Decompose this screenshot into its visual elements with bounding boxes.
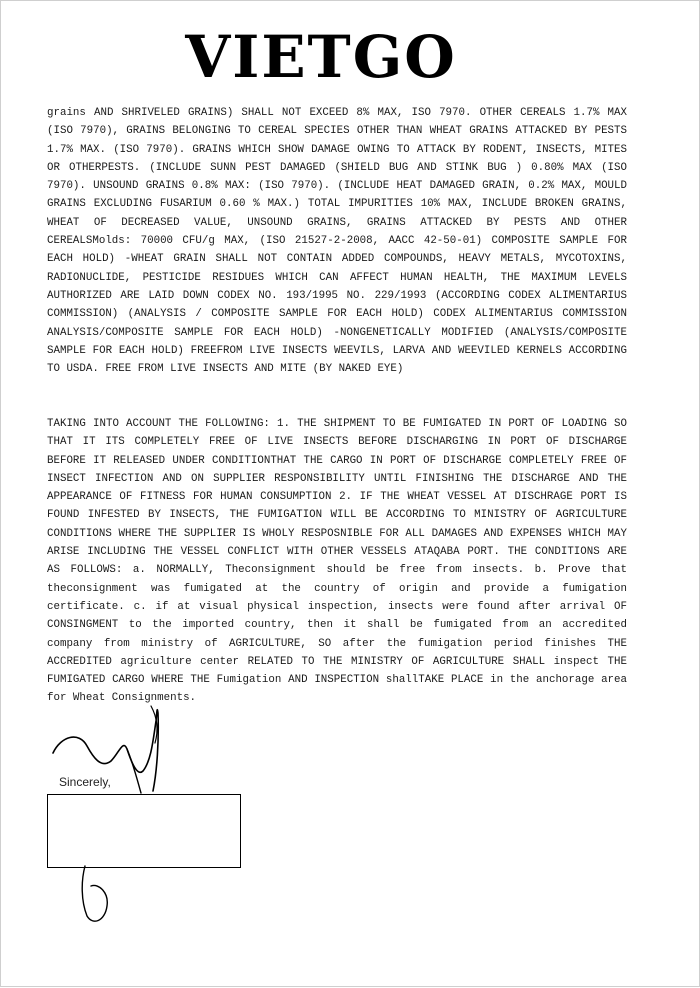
letter-paragraph-fumigation-conditions: TAKING INTO ACCOUNT THE FOLLOWING: 1. THE SHIPMENT TO BE FUMIGATED IN PORT OF LOADING SO THAT IT ITS COMPLETELY FREE OF LIVE INSECTS BEFORE DISCHARGING IN PORT OF DISCHARGE BEFORE IT RELEASED UNDER CONDITIONTHAT THE CARGO IN PORT OF DISCHARGE COMPLETELY FREE OF INSECT INFECTION AND ON SUPPLIER RESPONSIBILITY UNTIL FINISHING THE DISCHARGE AND THE APPEARANCE OF FITNESS FOR HUMAN CONSUMPTION 2. IF THE WHEAT VESSEL AT DISCHRAGE PORT IS FOUND INFESTED BY INSECTS, THE FUMIGATION WILL BE ACCORDING TO MINISTRY OF AGRICULTURE CONDITIONS WHERE THE SUPPLIER IS WHOLY RESPOSNIBLE FOR ALL DAMAGES AND EXPENSES WHICH MAY ARISE INCLUDING THE VESSEL CONFLICT WITH OTHER VESSELS ATAQABA PORT. THE CONDITIONS ARE AS FOLLOWS: a. NORMALLY, Theconsignment should be free from insects. b. Prove that theconsignment was fumigated at the country of origin and provide a fumigation certificate. c. if at visual physical inspection, insects were found after arrival OF CONSINGMENT to the imported country, then it shall be fumigated from an accredited company from ministry of AGRICULTURE, SO after the fumigation period finishes THE ACCREDITED agriculture center RELATED TO THE MINISTRY OF AGRICULTURE SHALL inspect THE FUMIGATED CARGO WHERE THE Fumigation AND INSPECTION shallTAKE PLACE in the anchorage area for Wheat Consignments.	[47, 418, 627, 705]
letter-paragraph-specifications: grains AND SHRIVELED GRAINS) SHALL NOT EXCEED 8% MAX, ISO 7970. OTHER CEREALS 1.7% MAX (ISO 7970), GRAINS BELONGING TO CEREAL SPECIES OTHER THAN WHEAT GRAINS ATTACKED BY PESTS 1.7% MAX. (ISO 7970). GRAINS WHICH SHOW DAMAGE OWING TO ATTACK BY RODENT, INSECTS, MITES OR OTHERPESTS. (INCLUDE SUNN PEST DAMAGED (SHIELD BUG AND STINK BUG ) 0.80% MAX (ISO 7970). UNSOUND GRAINS 0.8% MAX: (ISO 7970). (INCLUDE HEAT DAMAGED GRAIN, 0.2% MAX, MOULD GRAINS EXCLUDING FUSARIUM 0.60 % MAX.) TOTAL IMPURITIES 10% MAX, INCLUDE BROKEN GRAINS, WHEAT OF DECREASED VALUE, UNSOUND GRAINS, GRAINS ATTACKED BY PESTS AND OTHER CEREALSMolds: 70000 CFU/g MAX, (ISO 21527-2-2008, AACC 42-50-01) COMPOSITE SAMPLE FOR EACH HOLD) -WHEAT GRAIN SHALL NOT CONTAIN ADDED COMPOUNDS, HEAVY METALS, MYCOTOXINS, RADIONUCLIDE, PESTICIDE RESIDUES WHICH CAN AFFECT HUMAN HEALTH, THE MAXIMUM LEVELS AUTHORIZED ARE LAID DOWN CODEX NO. 193/1995 NO. 229/1993 (ACCORDING CODEX ALIMENTARIUS COMMISSION) (ANALYSIS / COMPOSITE SAMPLE FOR EACH HOLD) CODEX ALIMENTARIUS COMMISSION ANALYSIS/COMPOSITE SAMPLE FOR EACH HOLD) -NONGENETICALLY MODIFIED (ANALYSIS/COMPOSITE SAMPLE FOR EACH HOLD) FREEFROM LIVE INSECTS WEEVILS, LARVA AND WEEVILED KERNELS ACCORDING TO USDA. FREE FROM LIVE INSECTS AND MITE (BY NAKED EYE)	[47, 107, 627, 376]
vietgo-logo: VIETGO	[185, 23, 457, 91]
redacted-signature-box	[47, 794, 241, 868]
closing-salutation: Sincerely,	[59, 775, 111, 789]
